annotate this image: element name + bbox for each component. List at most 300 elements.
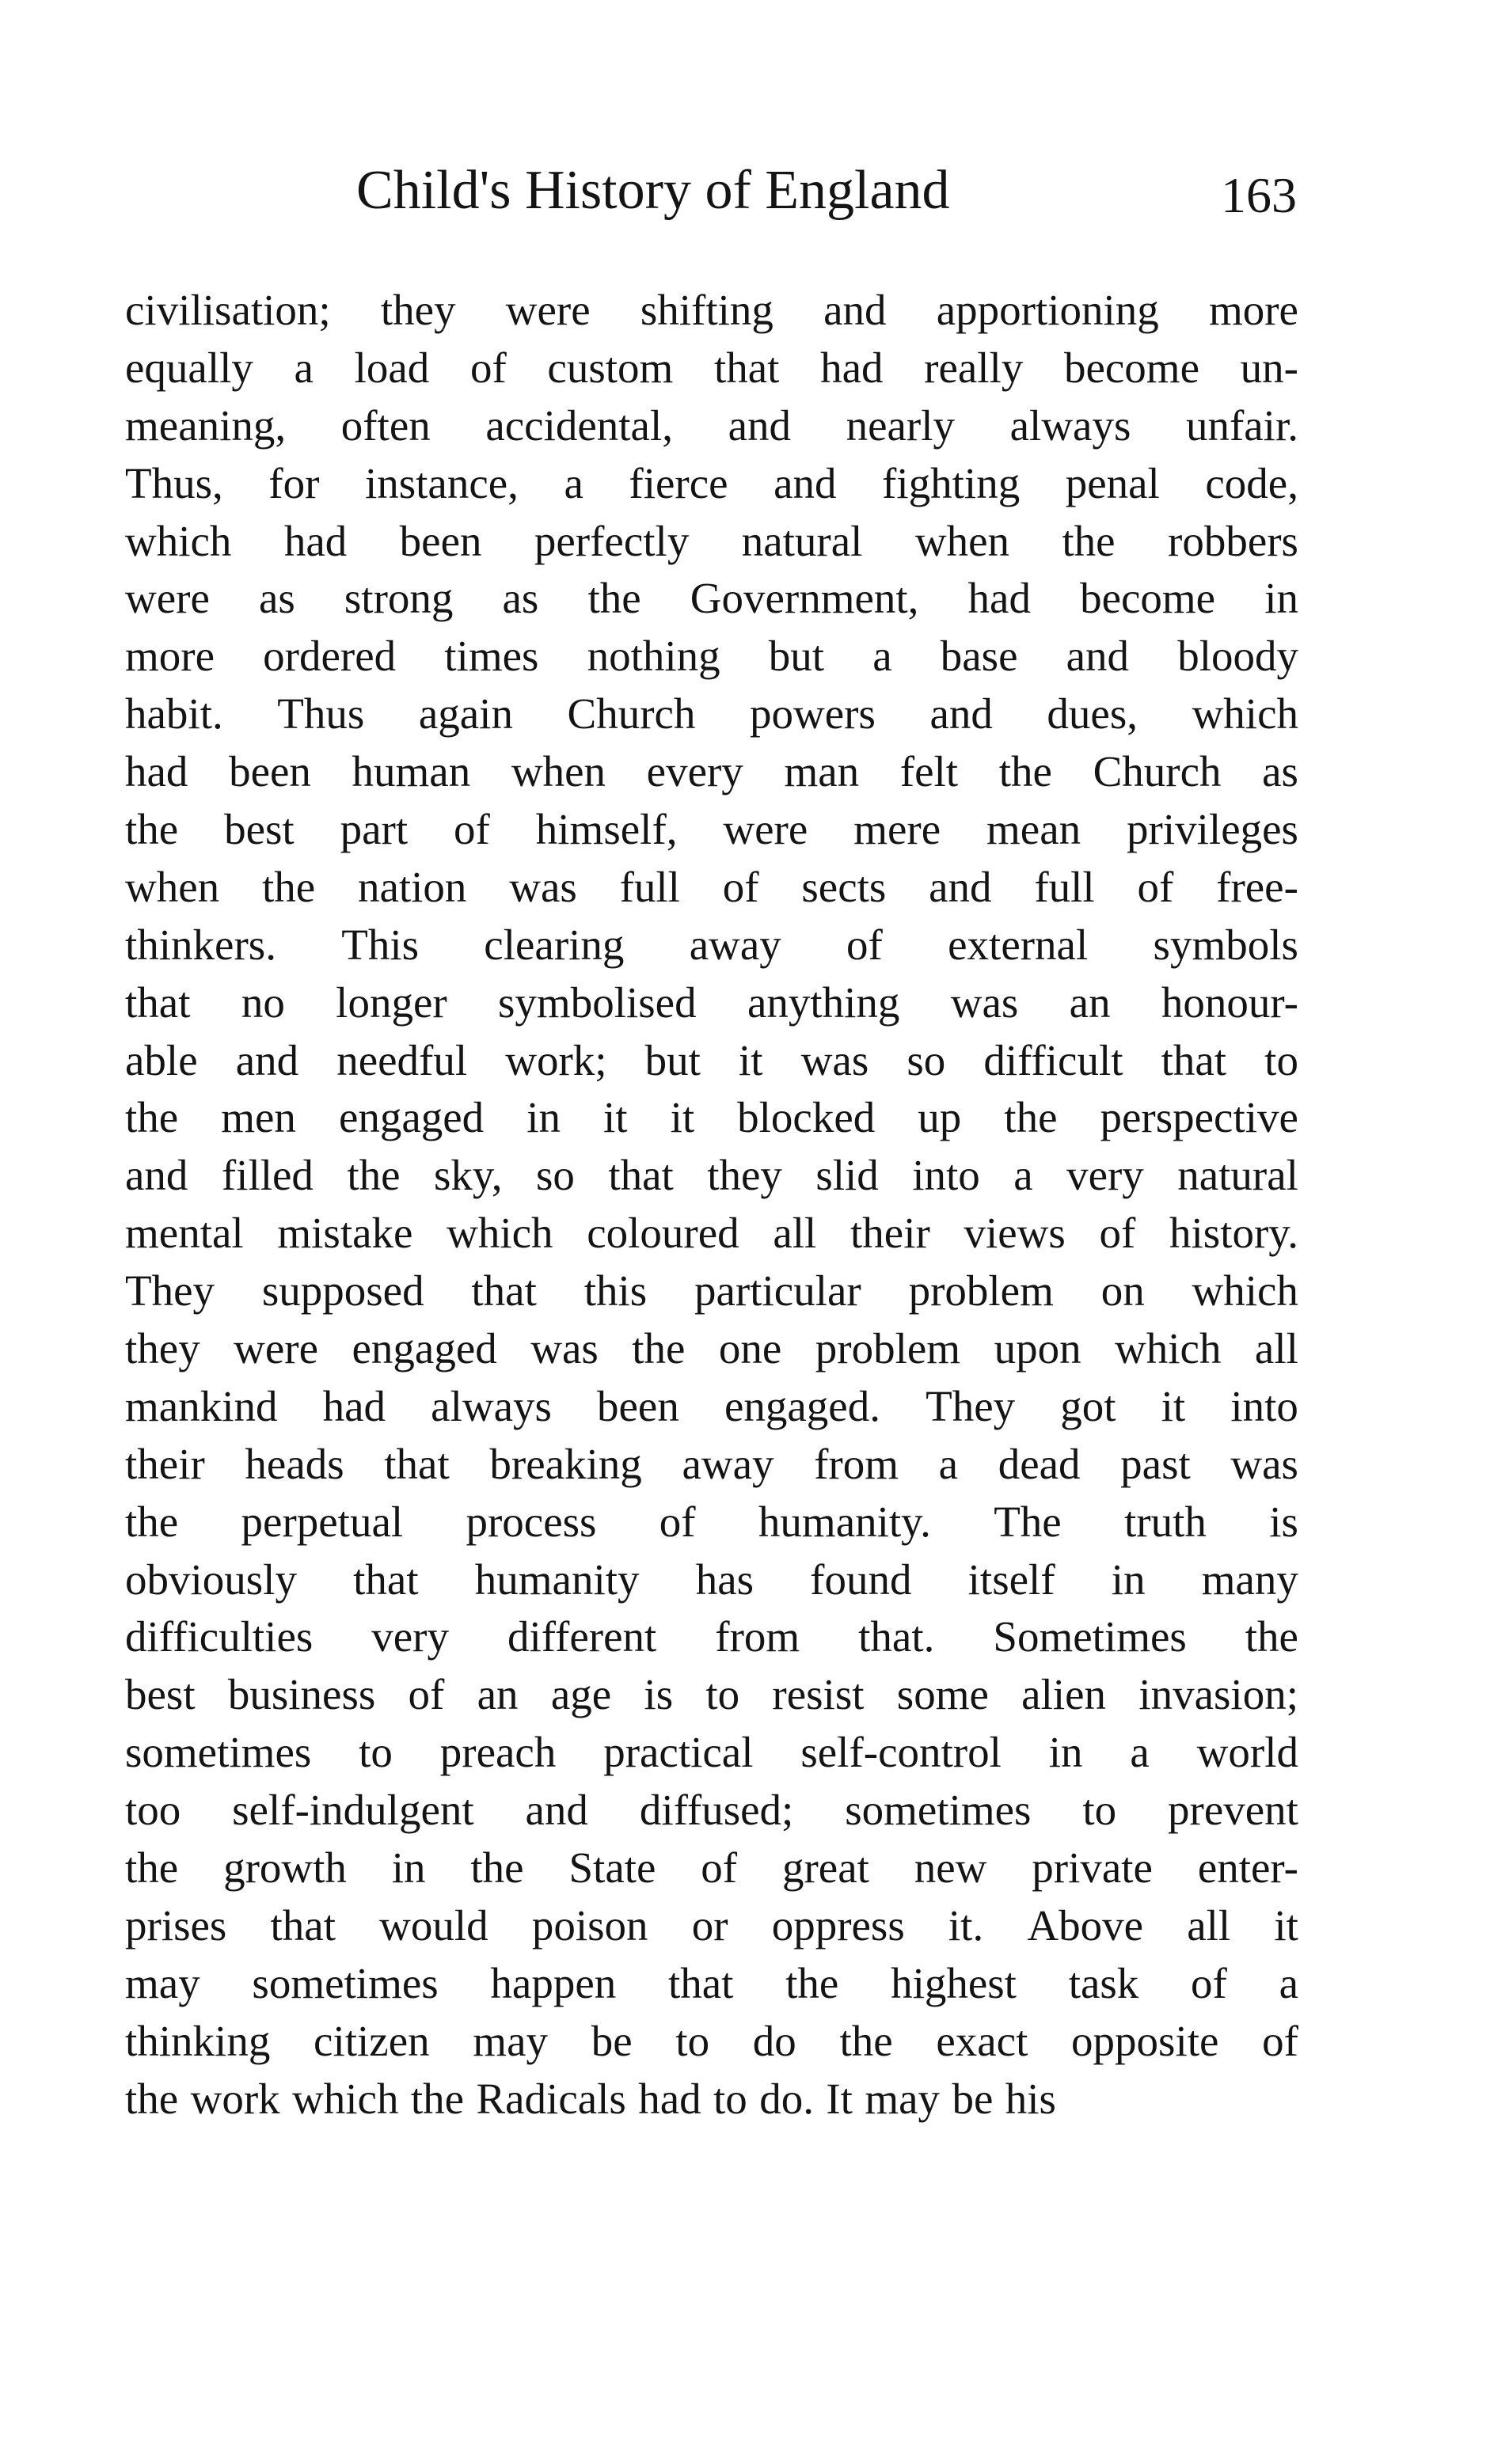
word: that [125,978,191,1027]
word: so [907,1035,946,1084]
word: meaning, [125,401,287,450]
word: preach [439,1728,557,1777]
word: which [125,516,232,565]
word: may [125,1958,200,2007]
word: from [814,1439,899,1488]
word: in [391,1843,426,1893]
word: very [1066,1151,1144,1200]
word: were [125,574,210,623]
word: of [454,805,490,854]
word: into [1230,1381,1298,1430]
text-line [125,801,1298,859]
word: task [1068,1958,1139,2007]
word: become [1063,343,1199,392]
word: needful [336,1035,468,1084]
word: that [1161,1035,1227,1084]
word: be [952,2074,994,2123]
word: men [221,1093,296,1142]
word: a [938,1439,959,1488]
word: thinkers. [125,920,276,969]
word: of [722,862,759,911]
word: free- [1216,862,1298,911]
word: custom [547,343,674,392]
word: it [1274,1900,1298,1950]
word: invasion; [1138,1670,1298,1719]
word: that [713,343,780,392]
word: man [784,747,860,796]
word: all [1254,1324,1298,1373]
text-line [125,1147,1298,1205]
word: in [1048,1728,1083,1777]
word: really [924,343,1024,392]
word: which [447,1209,553,1258]
word: a [564,458,583,507]
text-line [125,1782,1298,1839]
word: ordered [263,632,397,681]
word: thinking [125,2016,271,2065]
word: new [914,1843,987,1893]
word: coloured [587,1209,739,1258]
word: was [950,978,1019,1027]
word: always [1009,401,1131,450]
word: itself [967,1555,1055,1604]
text-line [125,743,1298,801]
word: citizen [314,2016,430,2065]
word: been [229,747,311,796]
word: to [359,1728,393,1777]
word: mistake [277,1209,413,1258]
word: mental [125,1209,244,1258]
word: had [322,1381,386,1430]
word: had [820,343,884,392]
word: of [1099,1209,1136,1258]
word: particular [694,1266,861,1316]
body-text [125,282,1298,2128]
word: external [948,920,1089,969]
word: privileges [1127,805,1298,854]
word: oppress [771,1900,905,1950]
word: perspective [1100,1093,1298,1142]
word: had [125,747,188,796]
word: to [1264,1035,1298,1084]
word: that [353,1555,419,1604]
word: State [568,1843,656,1893]
word: when [511,747,606,796]
text-line [125,1320,1298,1378]
text-line [125,1378,1298,1436]
text-line [125,2071,1298,2128]
word: anything [747,978,900,1027]
word: as [502,574,539,623]
word: the [587,574,641,623]
word: was [1230,1439,1298,1488]
word: shifting [640,286,774,334]
word: but [644,1035,701,1084]
text-line [125,1262,1298,1320]
word: great [781,1843,869,1893]
word: work [190,2074,280,2123]
word: engaged. [724,1381,880,1430]
word: accidental, [485,401,673,450]
word: that [608,1151,674,1200]
word: powers [750,689,876,738]
word: the [125,1843,179,1893]
word: all [773,1209,817,1258]
word: truth [1124,1497,1207,1546]
word: sects [801,862,887,911]
word: into [912,1151,980,1200]
word: supposed [261,1266,424,1316]
word: on [1100,1266,1145,1316]
word: that. [858,1612,935,1661]
word: sometimes [845,1786,1032,1835]
word: so [535,1151,575,1200]
word: best [224,805,295,854]
word: for [268,458,320,507]
word: himself, [535,805,678,854]
word: in [526,1093,561,1142]
word: a [1279,1958,1298,2007]
word: that [471,1266,537,1316]
word: in [1111,1555,1146,1604]
text-line [125,1608,1298,1666]
word: penal [1065,458,1160,507]
word: is [644,1670,674,1719]
word: when [914,516,1009,565]
word: times [444,632,539,681]
word: one [718,1324,782,1373]
word: were [505,286,591,334]
text-line [125,1032,1298,1090]
word: Government, [690,574,919,623]
word: were [234,1324,319,1373]
word: which [1115,1324,1222,1373]
word: to [1082,1786,1117,1835]
word: age [550,1670,612,1719]
word: Church [567,689,696,738]
word: away [682,1439,774,1488]
word: exact [936,2016,1028,2065]
word: it [670,1093,695,1142]
word: Sometimes [993,1612,1187,1661]
word: upon [994,1324,1081,1373]
word: enter- [1197,1843,1298,1893]
word: It [826,2074,853,2123]
word: do [752,2016,796,2065]
word: private [1032,1843,1153,1893]
text-line [125,455,1298,513]
word: it [739,1035,763,1084]
word: highest [891,1958,1017,2007]
word: a [872,632,892,681]
word: full [619,862,680,911]
word: different [507,1612,657,1661]
word: code, [1205,458,1298,507]
word: which [1192,1266,1298,1316]
word: difficult [983,1035,1123,1084]
word: instance, [364,458,519,507]
word: best [125,1670,196,1719]
word: it [603,1093,628,1142]
word: full [1034,862,1095,911]
word: an [1069,978,1111,1027]
word: and [125,1151,188,1200]
word: un- [1240,343,1298,392]
word: is [1269,1497,1298,1546]
word: engaged [338,1093,485,1142]
word: able [125,1035,198,1084]
word: they [380,286,456,334]
text-line [125,570,1298,628]
word: the [1004,1093,1058,1142]
word: human [352,747,471,796]
text-line [125,282,1298,340]
word: of [1191,1958,1227,2007]
word: very [371,1612,449,1661]
word: or [691,1900,728,1950]
word: resist [772,1670,865,1719]
word: their [850,1209,930,1258]
word: more [1208,286,1298,334]
word: as [1262,747,1298,796]
word: and [929,689,993,738]
text-line [125,340,1298,397]
word: and [1066,632,1130,681]
word: the [125,1497,179,1546]
text-line [125,1551,1298,1609]
word: that [384,1439,450,1488]
text-line [125,685,1298,743]
text-line [125,1436,1298,1494]
word: it. [948,1900,984,1950]
word: a [1013,1151,1033,1200]
word: sometimes [125,1728,312,1777]
word: from [715,1612,800,1661]
word: poison [531,1900,648,1950]
word: mean [986,805,1081,854]
word: They [926,1381,1016,1430]
word: that [270,1900,336,1950]
word: again [418,689,513,738]
text-line [125,1897,1298,1955]
text-line [125,1955,1298,2013]
word: to [675,2016,710,2065]
word: Thus [277,689,365,738]
page-number: 163 [1221,167,1297,223]
word: self-control [800,1728,1002,1777]
word: load [354,343,430,392]
word: honour- [1161,978,1298,1027]
word: which [1192,689,1298,738]
word: dead [998,1439,1081,1488]
word: but [768,632,825,681]
word: got [1060,1381,1116,1430]
word: the [632,1324,686,1373]
word: may [865,2074,941,2123]
word: all [1187,1900,1231,1950]
word: the [1062,516,1116,565]
word: sometimes [252,1958,439,2007]
word: too [125,1786,181,1835]
word: up [918,1093,962,1142]
text-line [125,2013,1298,2071]
word: alien [1021,1670,1107,1719]
word: was [800,1035,869,1084]
word: diffused; [639,1786,794,1835]
word: humanity. [758,1497,931,1546]
word: heads [245,1439,344,1488]
word: civilisation; [125,286,331,334]
word: Above [1027,1900,1144,1950]
word: the [1245,1612,1298,1661]
word: problem [908,1266,1054,1316]
word: the [839,2016,893,2065]
word: be [591,2016,633,2065]
word: world [1196,1728,1298,1777]
word: natural [741,516,863,565]
word: nearly [846,401,956,450]
text-line [125,628,1298,685]
word: humanity [474,1555,640,1604]
text-line [125,859,1298,917]
word: Thus, [125,458,223,507]
word: habit. [125,689,223,738]
word: perpetual [241,1497,404,1546]
word: mankind [125,1381,278,1430]
word: filled [221,1151,314,1200]
word: were [723,805,808,854]
text-line [125,1724,1298,1782]
word: in [1264,574,1298,623]
word: difficulties [125,1612,314,1661]
word: of [408,1670,445,1719]
word: apportioning [936,286,1159,334]
text-line [125,513,1298,571]
text-line [125,1089,1298,1147]
word: fighting [882,458,1021,507]
running-head [125,155,1297,226]
word: robbers [1168,516,1298,565]
word: mere [853,805,941,854]
word: his [1005,2074,1056,2123]
word: that [667,1958,734,2007]
word: away [689,920,781,969]
word: base [940,632,1018,681]
word: unfair. [1185,401,1298,450]
word: clearing [484,920,625,969]
word: which [292,2074,399,2123]
word: the [261,862,316,911]
word: dues, [1047,689,1138,738]
word: growth [223,1843,347,1893]
word: been [597,1381,679,1430]
word: and [728,401,792,450]
word: breaking [489,1439,642,1488]
word: some [896,1670,989,1719]
word: nothing [587,632,720,681]
word: prevent [1168,1786,1298,1835]
word: views [964,1209,1066,1258]
text-line [125,1839,1298,1897]
word: and [774,458,837,507]
word: many [1201,1555,1298,1604]
word: do. [759,2074,814,2123]
text-line [125,917,1298,974]
word: work; [505,1035,607,1084]
word: happen [490,1958,617,2007]
word: always [431,1381,552,1430]
word: and [823,286,887,334]
word: was [530,1324,599,1373]
word: to [713,2074,747,2123]
word: a [294,343,314,392]
word: the [410,2074,465,2123]
word: the [470,1843,524,1893]
text-line [125,1494,1298,1551]
word: past [1120,1439,1191,1488]
word: as [258,574,295,623]
word: sky, [433,1151,503,1200]
word: the [125,1093,179,1142]
word: been [399,516,482,565]
word: obviously [125,1555,297,1604]
word: longer [336,978,447,1027]
word: nation [357,862,467,911]
word: more [125,632,215,681]
word: self-indulgent [232,1786,474,1835]
word: history. [1169,1209,1298,1258]
word: perfectly [534,516,690,565]
word: and [525,1786,588,1835]
word: has [695,1555,754,1604]
word: when [125,862,220,911]
word: prises [125,1900,227,1950]
word: business [227,1670,376,1719]
word: the [125,805,179,854]
word: process [466,1497,597,1546]
word: become [1080,574,1216,623]
word: slid [815,1151,879,1200]
word: of [1137,862,1174,911]
word: an [477,1670,519,1719]
word: of [659,1497,696,1546]
word: symbols [1153,920,1298,969]
word: this [583,1266,648,1316]
word: part [340,805,409,854]
word: of [846,920,883,969]
word: strong [344,574,454,623]
word: Radicals [476,2074,626,2123]
word: of [1262,2016,1298,2065]
running-title: Child's History of England [356,160,950,221]
word: of [469,343,507,392]
word: it [1161,1381,1186,1430]
text-line [125,397,1298,455]
word: blocked [737,1093,876,1142]
word: problem [815,1324,961,1373]
word: the [785,1958,839,2007]
word: The [994,1497,1062,1546]
word: symbolised [498,978,697,1027]
word: was [509,862,577,911]
word: had [283,516,348,565]
word: They [125,1266,215,1316]
word: Church [1093,747,1222,796]
word: would [379,1900,488,1950]
text-line [125,1205,1298,1262]
word: to [705,1670,740,1719]
word: engaged [352,1324,497,1373]
